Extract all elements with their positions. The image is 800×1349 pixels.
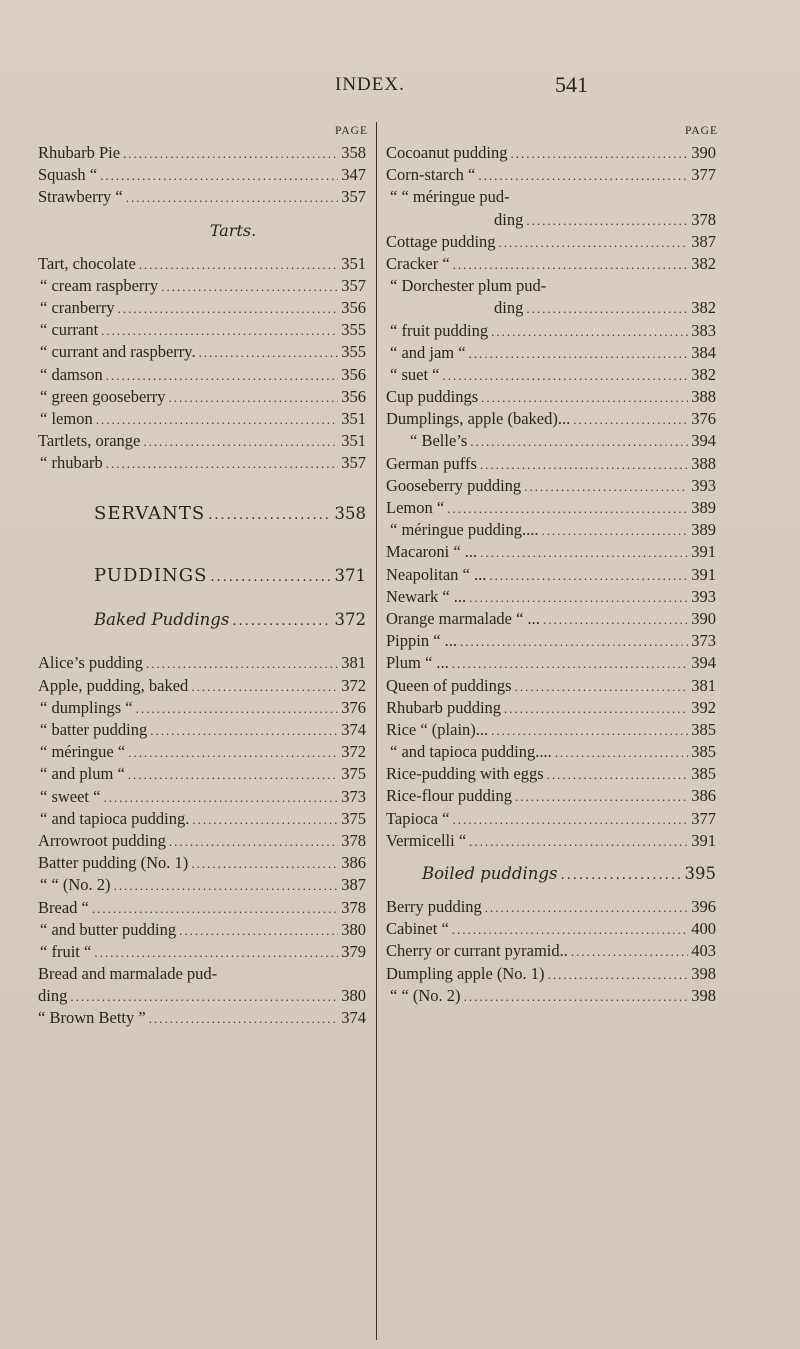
index-entry: Rhubarb Pie ..... 358	[38, 142, 372, 164]
index-entry: “ and plum “ ..... 375	[38, 763, 372, 785]
index-entry: “ sweet “ ..... 373	[38, 786, 372, 808]
index-entry: Arrowroot pudding ..... 378	[38, 830, 372, 852]
index-entry: Tart, chocolate ..... 351	[38, 253, 372, 275]
index-entry: “ méringue pudding.... ..... 389	[386, 519, 722, 541]
index-entry: “ damson ..... 356	[38, 364, 372, 386]
index-entry: Dumplings, apple (baked)... ..... 376	[386, 408, 722, 430]
index-entry: Cottage pudding ..... 387	[386, 231, 722, 253]
index-entry: Gooseberry pudding ..... 393	[386, 475, 722, 497]
section-heading-servants: SERVANTS ..... 358	[38, 492, 372, 536]
puddings-list-a	[386, 142, 722, 852]
index-entry: Cocoanut pudding ..... 390	[386, 142, 722, 164]
index-entry: “ suet “ ..... 382	[386, 364, 722, 386]
index-entry: Batter pudding (No. 1) ..... 386	[38, 852, 372, 874]
index-entry: Vermicelli “ ..... 391	[386, 830, 722, 852]
tarts-list	[38, 253, 372, 475]
index-entry: Rhubarb pudding ..... 392	[386, 697, 722, 719]
index-entry: Dumpling apple (No. 1) ..... 398	[386, 963, 722, 985]
index-entry: “ currant and raspberry. ..... 355	[38, 341, 372, 363]
index-entry: “ “ (No. 2) ..... 387	[38, 874, 372, 896]
index-entry: Corn-starch “ ..... 377	[386, 164, 722, 186]
index-entry: Cherry or currant pyramid.. ..... 403	[386, 940, 722, 962]
index-entry: Strawberry “ ..... 357	[38, 186, 372, 208]
index-entry: “ dumplings “ ..... 376	[38, 697, 372, 719]
section-heading-boiled-puddings: Boiled puddings ..... 395	[386, 852, 722, 896]
page-column-label: PAGE	[335, 125, 368, 137]
puddings-list-b	[386, 896, 722, 1007]
index-entry: Macaroni “ ... ..... 391	[386, 541, 722, 563]
index-entry: “ lemon ..... 351	[38, 408, 372, 430]
index-entry: “ fruit “ ..... 379	[38, 941, 372, 963]
index-entry: “ green gooseberry ..... 356	[38, 386, 372, 408]
index-entry: “ “ méringue pud-	[390, 187, 510, 207]
page-column-label: PAGE	[685, 125, 718, 137]
index-entry: “ Dorchester plum pud-	[390, 276, 547, 296]
index-entry: “ rhubarb ..... 357	[38, 452, 372, 474]
column-divider	[376, 122, 377, 1340]
section-heading-baked-puddings: Baked Puddings ..... 372	[38, 598, 372, 642]
index-entry: Queen of puddings ..... 381	[386, 675, 722, 697]
index-entry: Tapioca “ ..... 377	[386, 808, 722, 830]
index-entry: Rice-pudding with eggs ..... 385	[386, 763, 722, 785]
index-entry: “ and tapioca pudding.... ..... 385	[386, 741, 722, 763]
page-title: INDEX.	[335, 74, 405, 95]
index-entry: ding ..... 378	[386, 209, 722, 231]
index-entry: “ batter pudding ..... 374	[38, 719, 372, 741]
index-entry: “ and tapioca pudding. ..... 375	[38, 808, 372, 830]
index-entry: Squash “ ..... 347	[38, 164, 372, 186]
index-entry: ding ..... 380	[38, 985, 372, 1007]
index-entry: “ cranberry ..... 356	[38, 297, 372, 319]
index-entry: Tartlets, orange ..... 351	[38, 430, 372, 452]
index-entry: Rice “ (plain)... ..... 385	[386, 719, 722, 741]
index-entry: Cup puddings ..... 388	[386, 386, 722, 408]
index-entry: Newark “ ... ..... 393	[386, 586, 722, 608]
index-entry: German puffs ..... 388	[386, 453, 722, 475]
index-entry: Bread and marmalade pud-	[38, 964, 218, 984]
pies-list	[38, 142, 372, 209]
index-entry: Orange marmalade “ ... ..... 390	[386, 608, 722, 630]
right-column	[386, 120, 722, 1007]
index-entry: “ and jam “ ..... 384	[386, 342, 722, 364]
running-head	[0, 74, 800, 104]
index-entry: “ méringue “ ..... 372	[38, 741, 372, 763]
index-entry: ding ..... 382	[386, 297, 722, 319]
index-entry: Apple, pudding, baked ..... 372	[38, 675, 372, 697]
section-heading-tarts: Tarts.	[209, 220, 257, 240]
index-entry: Cabinet “ ..... 400	[386, 918, 722, 940]
index-entry: Plum “ ... ..... 394	[386, 652, 722, 674]
index-entry: Rice-flour pudding ..... 386	[386, 785, 722, 807]
index-entry: “ Brown Betty ” ..... 374	[38, 1007, 372, 1029]
index-entry: “ Belle’s ..... 394	[386, 430, 722, 452]
index-entry: Berry pudding ..... 396	[386, 896, 722, 918]
index-entry: “ cream raspberry ..... 357	[38, 275, 372, 297]
section-heading-puddings: PUDDINGS ..... 371	[38, 554, 372, 598]
index-entry: Cracker “ ..... 382	[386, 253, 722, 275]
index-entry: Neapolitan “ ... ..... 391	[386, 564, 722, 586]
index-entry: Alice’s pudding ..... 381	[38, 652, 372, 674]
index-entry: “ and butter pudding ..... 380	[38, 919, 372, 941]
index-entry: “ “ (No. 2) ..... 398	[386, 985, 722, 1007]
left-column	[38, 120, 372, 1030]
index-entry: Pippin “ ... ..... 373	[386, 630, 722, 652]
index-entry: Bread “ ..... 378	[38, 897, 372, 919]
page-number: 541	[555, 72, 588, 97]
baked-puddings-list	[38, 652, 372, 1029]
index-entry: “ currant ..... 355	[38, 319, 372, 341]
index-entry: Lemon “ ..... 389	[386, 497, 722, 519]
index-entry: “ fruit pudding ..... 383	[386, 320, 722, 342]
